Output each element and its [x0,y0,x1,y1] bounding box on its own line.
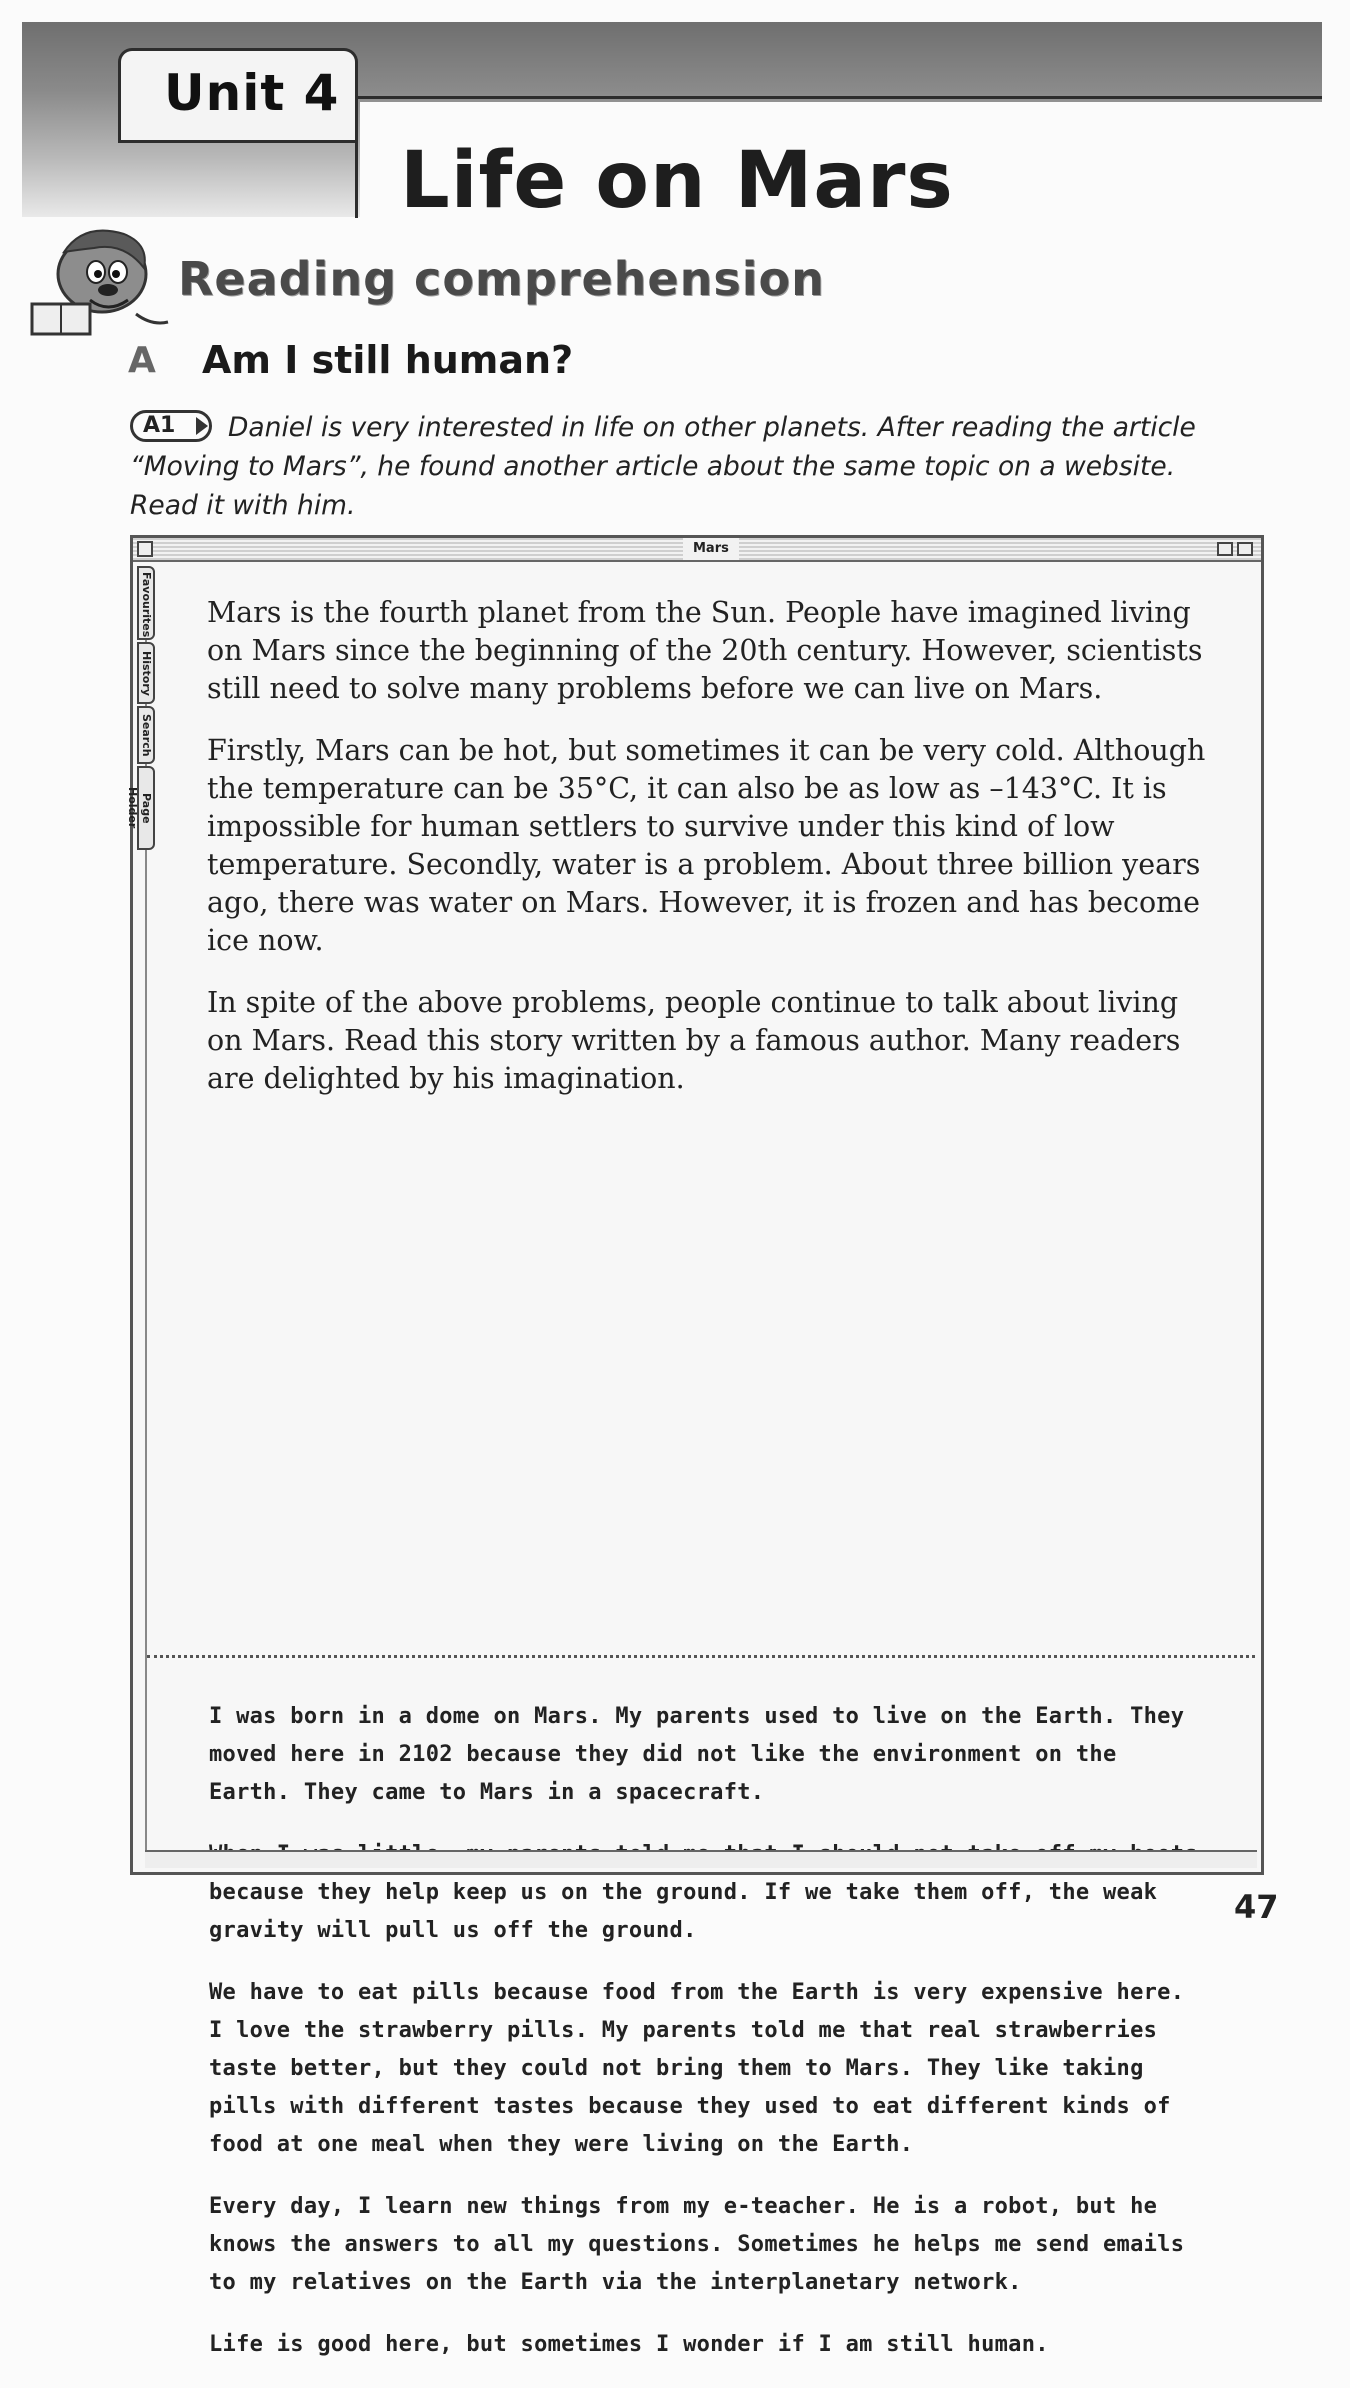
story-paragraph: I was born in a dome on Mars. My parents used to live on the Earth. They moved here in 2102 because they did not like the environment on the Earth. They came to Mars in a spacecraft. [209,1704,1185,1805]
story-paragraph: because they help keep us on the ground. If we take them off, the weak gravity will pull us off the ground. [209,1880,1158,1943]
page-title: Life on Mars [400,136,954,226]
article-paragraph: In spite of the above problems, people continue to talk about living on Mars. Read this story written by a famous author. Many readers are delighted by his imagination. [207,986,1181,1095]
intro-text: Daniel is very interested in life on other planets. After reading the article “Moving to Mars”, he found another article about the same topic on a website. Read it with him. [130,412,1196,521]
unit-label: Unit 4 [164,64,340,122]
side-tab-page-holder[interactable]: Page Holder [137,766,155,850]
story-paragraph: Every day, I learn new things from my e-teacher. He is a robot, but he knows the answers to all my questions. Sometimes he helps me send emails to my relatives on the Earth via the interplanetary network. [209,2194,1185,2295]
section-heading: Reading comprehension [178,252,825,306]
side-tab-search[interactable]: Search [137,706,155,764]
unit-tab-edge [355,140,358,218]
article-paragraph: Mars is the fourth planet from the Sun. People have imagined living on Mars since the beginning of the 20th century. However, scientists still need to solve many problems before we can live on Mars. [207,596,1203,705]
page-number: 47 [1234,1888,1279,1926]
subsection-letter: A [128,340,156,381]
play-icon[interactable] [196,417,208,435]
article [207,594,1207,1122]
story-paragraph: Life is good here, but sometimes I wonder if I am still human. [209,2332,1049,2357]
window-title: Mars [683,538,739,560]
article-paragraph: Firstly, Mars can be hot, but sometimes it can be very cold. Although the temperature can be 35°C, it can also be as low as –143°C. It is impossible for human settlers to survive under this kind of low temperature. Secondly, water is a problem. About three billion years ago, there was water on Mars. However, it is frozen and has become ice now. [207,734,1206,957]
collapse-icon[interactable] [1237,542,1253,556]
side-tabs [126,566,157,846]
unit-tab-rule [118,140,358,143]
subsection-heading: Am I still human? [202,338,574,382]
close-icon[interactable] [137,541,153,557]
zoom-icon[interactable] [1217,542,1233,556]
dotted-divider [147,1655,1255,1658]
story [209,1698,1209,2388]
audio-badge-label: A1 [143,413,176,438]
window-titlebar [133,538,1261,562]
side-tab-favourites[interactable]: Favourites [137,566,155,640]
dog-reading-book-icon [24,222,174,340]
story-paragraph: We have to eat pills because food from the Earth is very expensive here. I love the strawberry pills. My parents told me that real strawberries taste better, but they could not bring them to Mars. They like taking pills with different tastes because they used to eat different kinds of food at one meal when they were living on the Earth. [209,1980,1185,2157]
header-rule [358,96,1322,99]
window-bottom-bar [145,1850,1257,1868]
side-tab-history[interactable]: History [137,642,155,704]
